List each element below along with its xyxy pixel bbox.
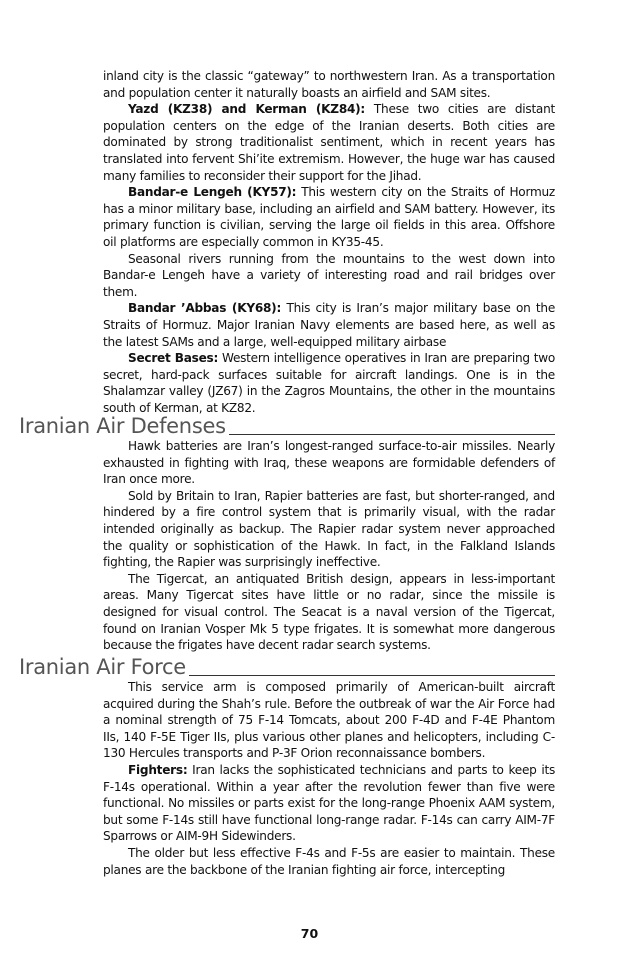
paragraph-bandar-abbas: Bandar ’Abbas (KY68): This city is Iran’s major military base on the Straits of Hormuz. Major Iranian Navy elements are based here, as well as the latest SAMs and a large, well-equipped military airbase — [103, 301, 556, 349]
paragraph: The Tigercat, an antiquated British design, appears in less-important areas. Many Tigercat sites have little or no radar, since the missile is designed for visual control. The Seacat is a naval version of the Tigercat, found on Iranian Vosper Mk 5 type frigates. It is somewhat more dangerous because the frigates have decent radar search systems. — [103, 571, 555, 653]
run-in-title: Yazd (KZ38) and Kerman (KZ84): — [128, 102, 366, 117]
section-air-force — [103, 679, 555, 878]
run-in-title: Secret Bases: — [128, 351, 219, 366]
page-number: 70 — [300, 926, 319, 941]
paragraph: Hawk batteries are Iran’s longest-ranged surface-to-air missiles. Nearly exhausted in fighting with Iraq, these weapons are formidable defenders of Iran once more. — [103, 439, 555, 487]
heading-text: Iranian Air Force — [19, 655, 186, 679]
paragraph: Sold by Britain to Iran, Rapier batteries are fast, but shorter-ranged, and hindered by a fire control system that is primarily visual, with the radar intended originally as backup. The Rapier radar system never approached the quality or sophistication of the Hawk. In fact, in the Falkland Islands fighting, the Rapier was surprisingly ineffective. — [103, 488, 555, 570]
paragraph-secret-bases: Secret Bases: Western intelligence operatives in Iran are preparing two secret, hard-pack surfaces suitable for aircraft landings. One is in the Shalamzar valley (JZ67) in the Zagros Mountains, the other in the mountains south of Kerman, at KZ82. — [103, 351, 555, 415]
paragraph-fighters: Fighters: Iran lacks the sophisticated technicians and parts to keep its F-14s operational. Within a year after the revolution fewer than five were functional. No missiles or parts exist for the long-range Phoenix AAM system, but some F-14s still have functional long-range radar. F-14s can carry AIM-7F Sparrows or AIM-9H Sidewinders. — [103, 762, 555, 844]
section-heading-air-defenses — [19, 414, 555, 438]
paragraph: This service arm is composed primarily of American-built aircraft acquired during the Shah’s rule. Before the outbreak of war the Air Force had a nominal strength of 75 F-14 Tomcats, about 200 F-4D and F-4E Phantom IIs, 140 F-5E Tiger IIs, plus various other planes and helicopters, including C-130 Hercules transports and P-3F Orion reconnaissance bombers. — [103, 680, 555, 761]
paragraph: The older but less effective F-4s and F-5s are easier to maintain. These planes are the backbone of the Iranian fighting air force, intercepting — [103, 845, 555, 877]
run-in-title: Bandar ’Abbas (KY68): — [128, 301, 282, 316]
heading-rule — [189, 675, 555, 676]
section-city-descriptions — [103, 68, 555, 416]
paragraph-bandar-e-lengeh: Bandar-e Lengeh (KY57): This western city on the Straits of Hormuz has a minor military base, including an airfield and SAM battery. However, its primary function is civilian, serving the large oil fields in this area. Offshore oil platforms are especially common in KY35-45. — [103, 185, 555, 249]
paragraph: Seasonal rivers running from the mountains to the west down into Bandar-e Lengeh have a variety of interesting road and rail bridges over them. — [103, 251, 555, 299]
run-in-title: Fighters: — [128, 762, 188, 777]
heading-text: Iranian Air Defenses — [19, 414, 226, 438]
heading-rule — [229, 434, 555, 435]
paragraph-yazd-kerman: Yazd (KZ38) and Kerman (KZ84): These two cities are distant population centers on the edge of the Iranian deserts. Both cities are dominated by strong traditionalist sentiment, which in recent years has translated into fervent Shi’ite extremism. However, the huge war has caused many families to reconsider their support for the Jihad. — [103, 102, 556, 183]
paragraph: inland city is the classic “gateway” to northwestern Iran. As a transportation and population center it naturally boasts an airfield and SAM sites. — [103, 69, 555, 100]
section-heading-air-force — [19, 655, 555, 679]
run-in-title: Bandar-e Lengeh (KY57): — [128, 185, 297, 200]
section-air-defenses — [103, 438, 555, 654]
